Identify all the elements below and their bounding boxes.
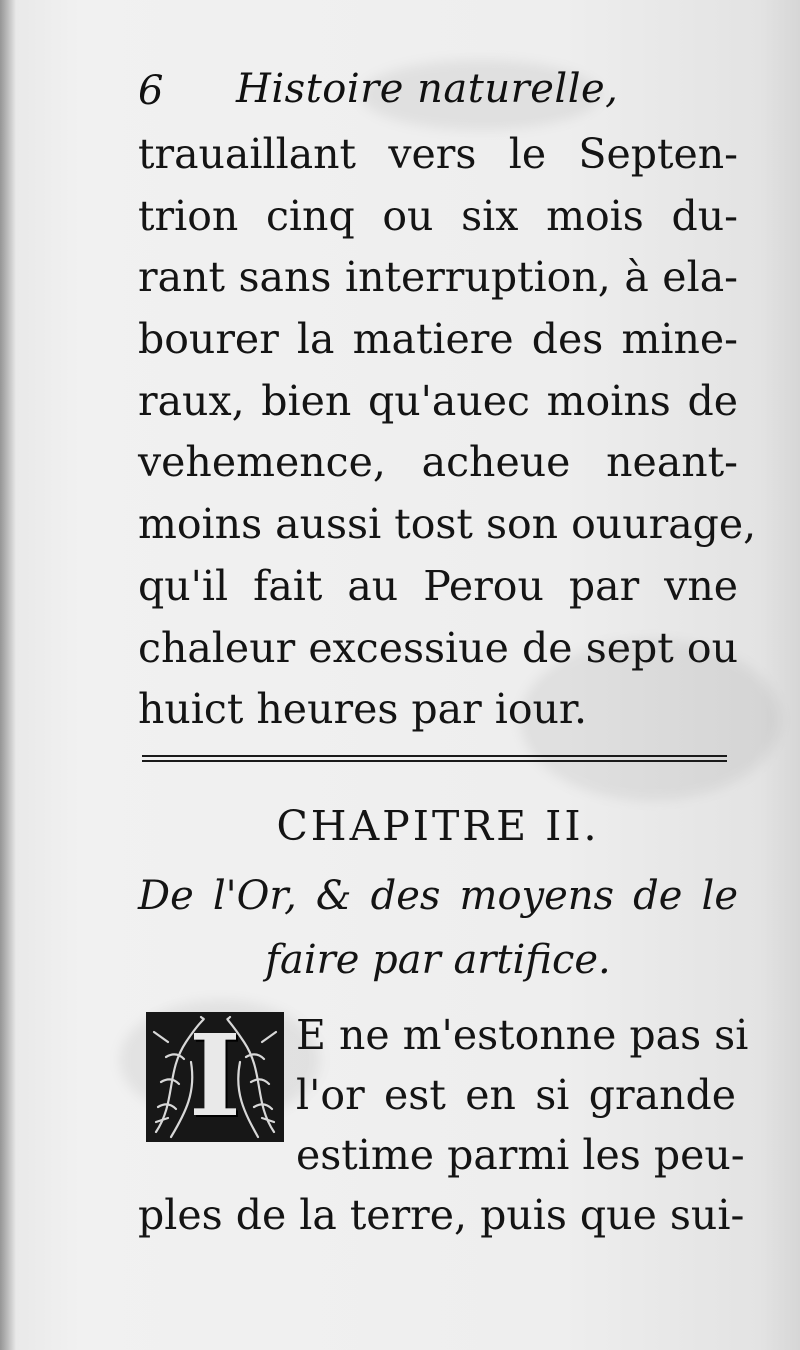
chapter-subtitle-line: faire par artifice. [265,937,611,983]
chapter-text [138,1185,745,1245]
text-line: estime parmi les peu- [296,1131,745,1179]
page-number: 6 [138,68,164,114]
text-line: trauaillant vers le Septen- [138,130,738,178]
divider-rule [142,755,727,757]
previous-chapter-text [138,124,757,741]
text-line: rant sans interruption, à ela- [138,253,738,302]
text-line: trion cinq ou six mois du- [138,191,738,240]
running-head [138,66,738,116]
text-line: E ne m'estonne pas si [296,1011,749,1059]
drop-cap-letter: I [188,1012,242,1142]
text-line: bourer la matiere des mine- [138,315,738,364]
spine-shadow [0,0,16,1350]
decorated-drop-cap [146,1012,284,1142]
divider-rule [142,760,727,762]
text-line: raux, bien qu'auec moins de [138,376,738,425]
text-line: vehemence, acheue neant- [138,438,738,487]
running-title: Histoire naturelle, [236,66,619,112]
chapter-heading: CHAPITRE II. [276,802,600,850]
chapter-subtitle-line: De l'Or, & des moyens de le [138,873,738,919]
chapter-divider [142,755,727,763]
text-line: ples de la terre, puis que sui- [138,1191,745,1239]
chapter-text-indented [296,1005,749,1185]
text-line: chaleur excessiue de sept ou [138,623,738,672]
text-line: l'or est en si grande [296,1071,736,1119]
chapter-subtitle [138,864,738,992]
text-line: moins aussi tost son ouurage, [138,500,757,549]
text-line: huict heures par iour. [138,685,588,734]
text-line: qu'il fait au Perou par vne [138,561,738,610]
